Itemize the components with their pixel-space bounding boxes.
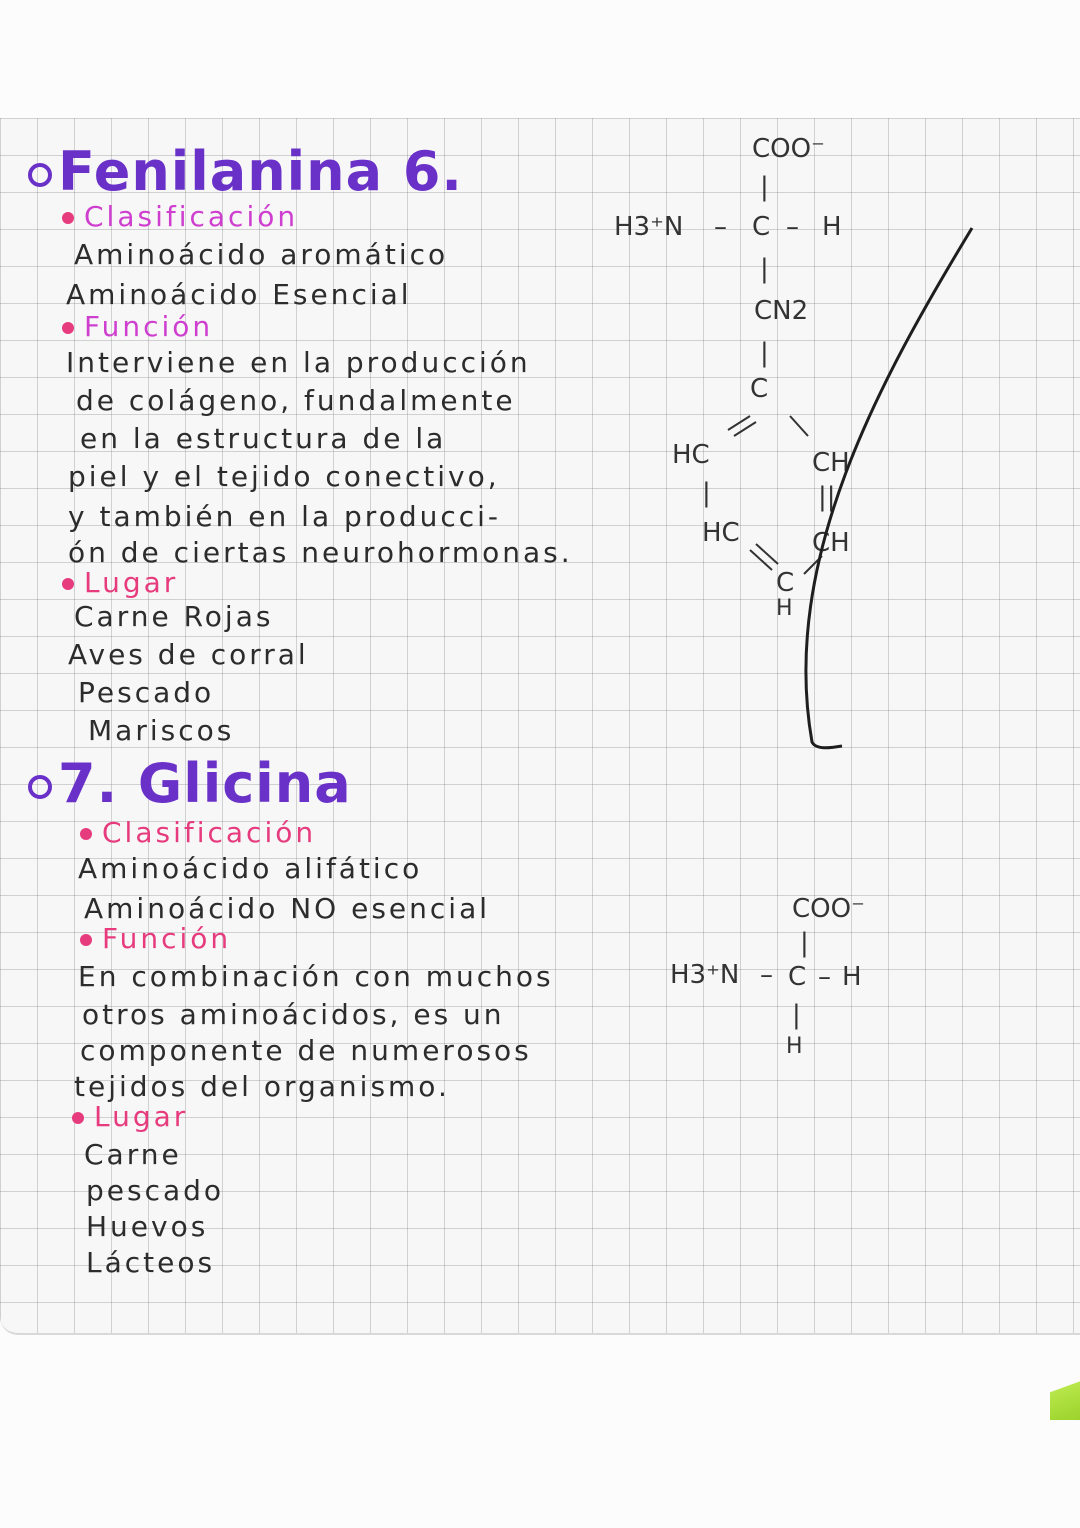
ring-bond-line xyxy=(790,416,808,436)
section-title-fenilanina: Fenilanina 6. xyxy=(28,140,463,203)
bullet-dot-icon xyxy=(80,934,92,946)
funcion-line: de colágeno, fundalmente xyxy=(76,384,516,417)
ring-bullet-icon xyxy=(28,775,52,799)
alpha-carbon-label: C xyxy=(788,962,807,992)
double-bond: || xyxy=(818,482,836,512)
bond-vertical: | xyxy=(760,172,769,202)
ring-hc-label: HC xyxy=(702,518,740,548)
bullet-dot-icon xyxy=(72,1112,84,1124)
funcion-label: Función xyxy=(62,310,213,343)
funcion-line: y también en la producci- xyxy=(68,500,502,533)
bond-horizontal: – xyxy=(818,962,831,992)
bond-vertical: | xyxy=(760,254,769,284)
clasificacion-line: Aminoácido alifático xyxy=(78,852,423,885)
clasificacion-label: Clasificación xyxy=(80,816,316,849)
ring-ch-label: CH xyxy=(812,448,850,478)
amine-label: H3⁺N xyxy=(670,960,740,990)
bullet-dot-icon xyxy=(80,828,92,840)
hydrogen-label: H xyxy=(776,596,793,621)
lugar-item: Aves de corral xyxy=(68,638,309,671)
funcion-line: otros aminoácidos, es un xyxy=(82,998,505,1031)
ring-bond-line xyxy=(750,550,772,570)
carboxylate-label: COO⁻ xyxy=(752,134,825,164)
clasificacion-line: Aminoácido Esencial xyxy=(66,278,412,311)
clasificacion-line: Aminoácido NO esencial xyxy=(84,892,491,925)
lugar-item: Mariscos xyxy=(88,714,235,747)
amine-label: H3⁺N xyxy=(614,212,684,242)
ring-ch-label: CH xyxy=(812,528,850,558)
lugar-item: Pescado xyxy=(78,676,215,709)
bond-vertical: | xyxy=(702,478,711,508)
lugar-label: Lugar xyxy=(72,1100,188,1133)
alpha-carbon-label: C xyxy=(752,212,771,242)
carboxylate-label: COO⁻ xyxy=(792,894,865,924)
bond-vertical: | xyxy=(760,338,769,368)
funcion-line: tejidos del organismo. xyxy=(74,1070,450,1103)
hydrogen-label: H xyxy=(822,212,842,242)
clasificacion-line: Aminoácido aromático xyxy=(74,238,449,271)
lugar-item: Carne Rojas xyxy=(74,600,274,633)
ring-carbon-label: C xyxy=(776,568,795,598)
lugar-item: pescado xyxy=(86,1174,225,1207)
hydrogen-label: H xyxy=(786,1034,803,1059)
lugar-label: Lugar xyxy=(62,566,178,599)
funcion-line: En combinación con muchos xyxy=(78,960,554,993)
ring-hc-label: HC xyxy=(672,440,710,470)
bond-vertical: | xyxy=(800,928,809,958)
bond-horizontal: – xyxy=(760,960,773,990)
funcion-line: componente de numerosos xyxy=(80,1034,532,1067)
section-title-glicina: 7. Glicina xyxy=(28,752,352,815)
funcion-line: piel y el tejido conectivo, xyxy=(68,460,500,493)
funcion-line: en la estructura de la xyxy=(80,422,447,455)
clasificacion-label: Clasificación xyxy=(62,200,298,233)
lugar-item: Huevos xyxy=(86,1210,209,1243)
ring-carbon-label: C xyxy=(750,374,769,404)
funcion-label: Función xyxy=(80,922,231,955)
bond-horizontal: – xyxy=(786,212,799,242)
bond-vertical: | xyxy=(792,1000,801,1030)
lugar-item: Lácteos xyxy=(86,1246,216,1279)
bracket-curve xyxy=(806,228,972,748)
bond-horizontal: – xyxy=(714,212,727,242)
lugar-item: Carne xyxy=(84,1138,182,1171)
funcion-line: Interviene en la producción xyxy=(66,346,531,379)
methylene-label: CN2 xyxy=(754,296,809,326)
ring-bond-line xyxy=(756,544,778,564)
funcion-line: ón de ciertas neurohormonas. xyxy=(68,536,573,569)
hydrogen-label: H xyxy=(842,962,862,992)
